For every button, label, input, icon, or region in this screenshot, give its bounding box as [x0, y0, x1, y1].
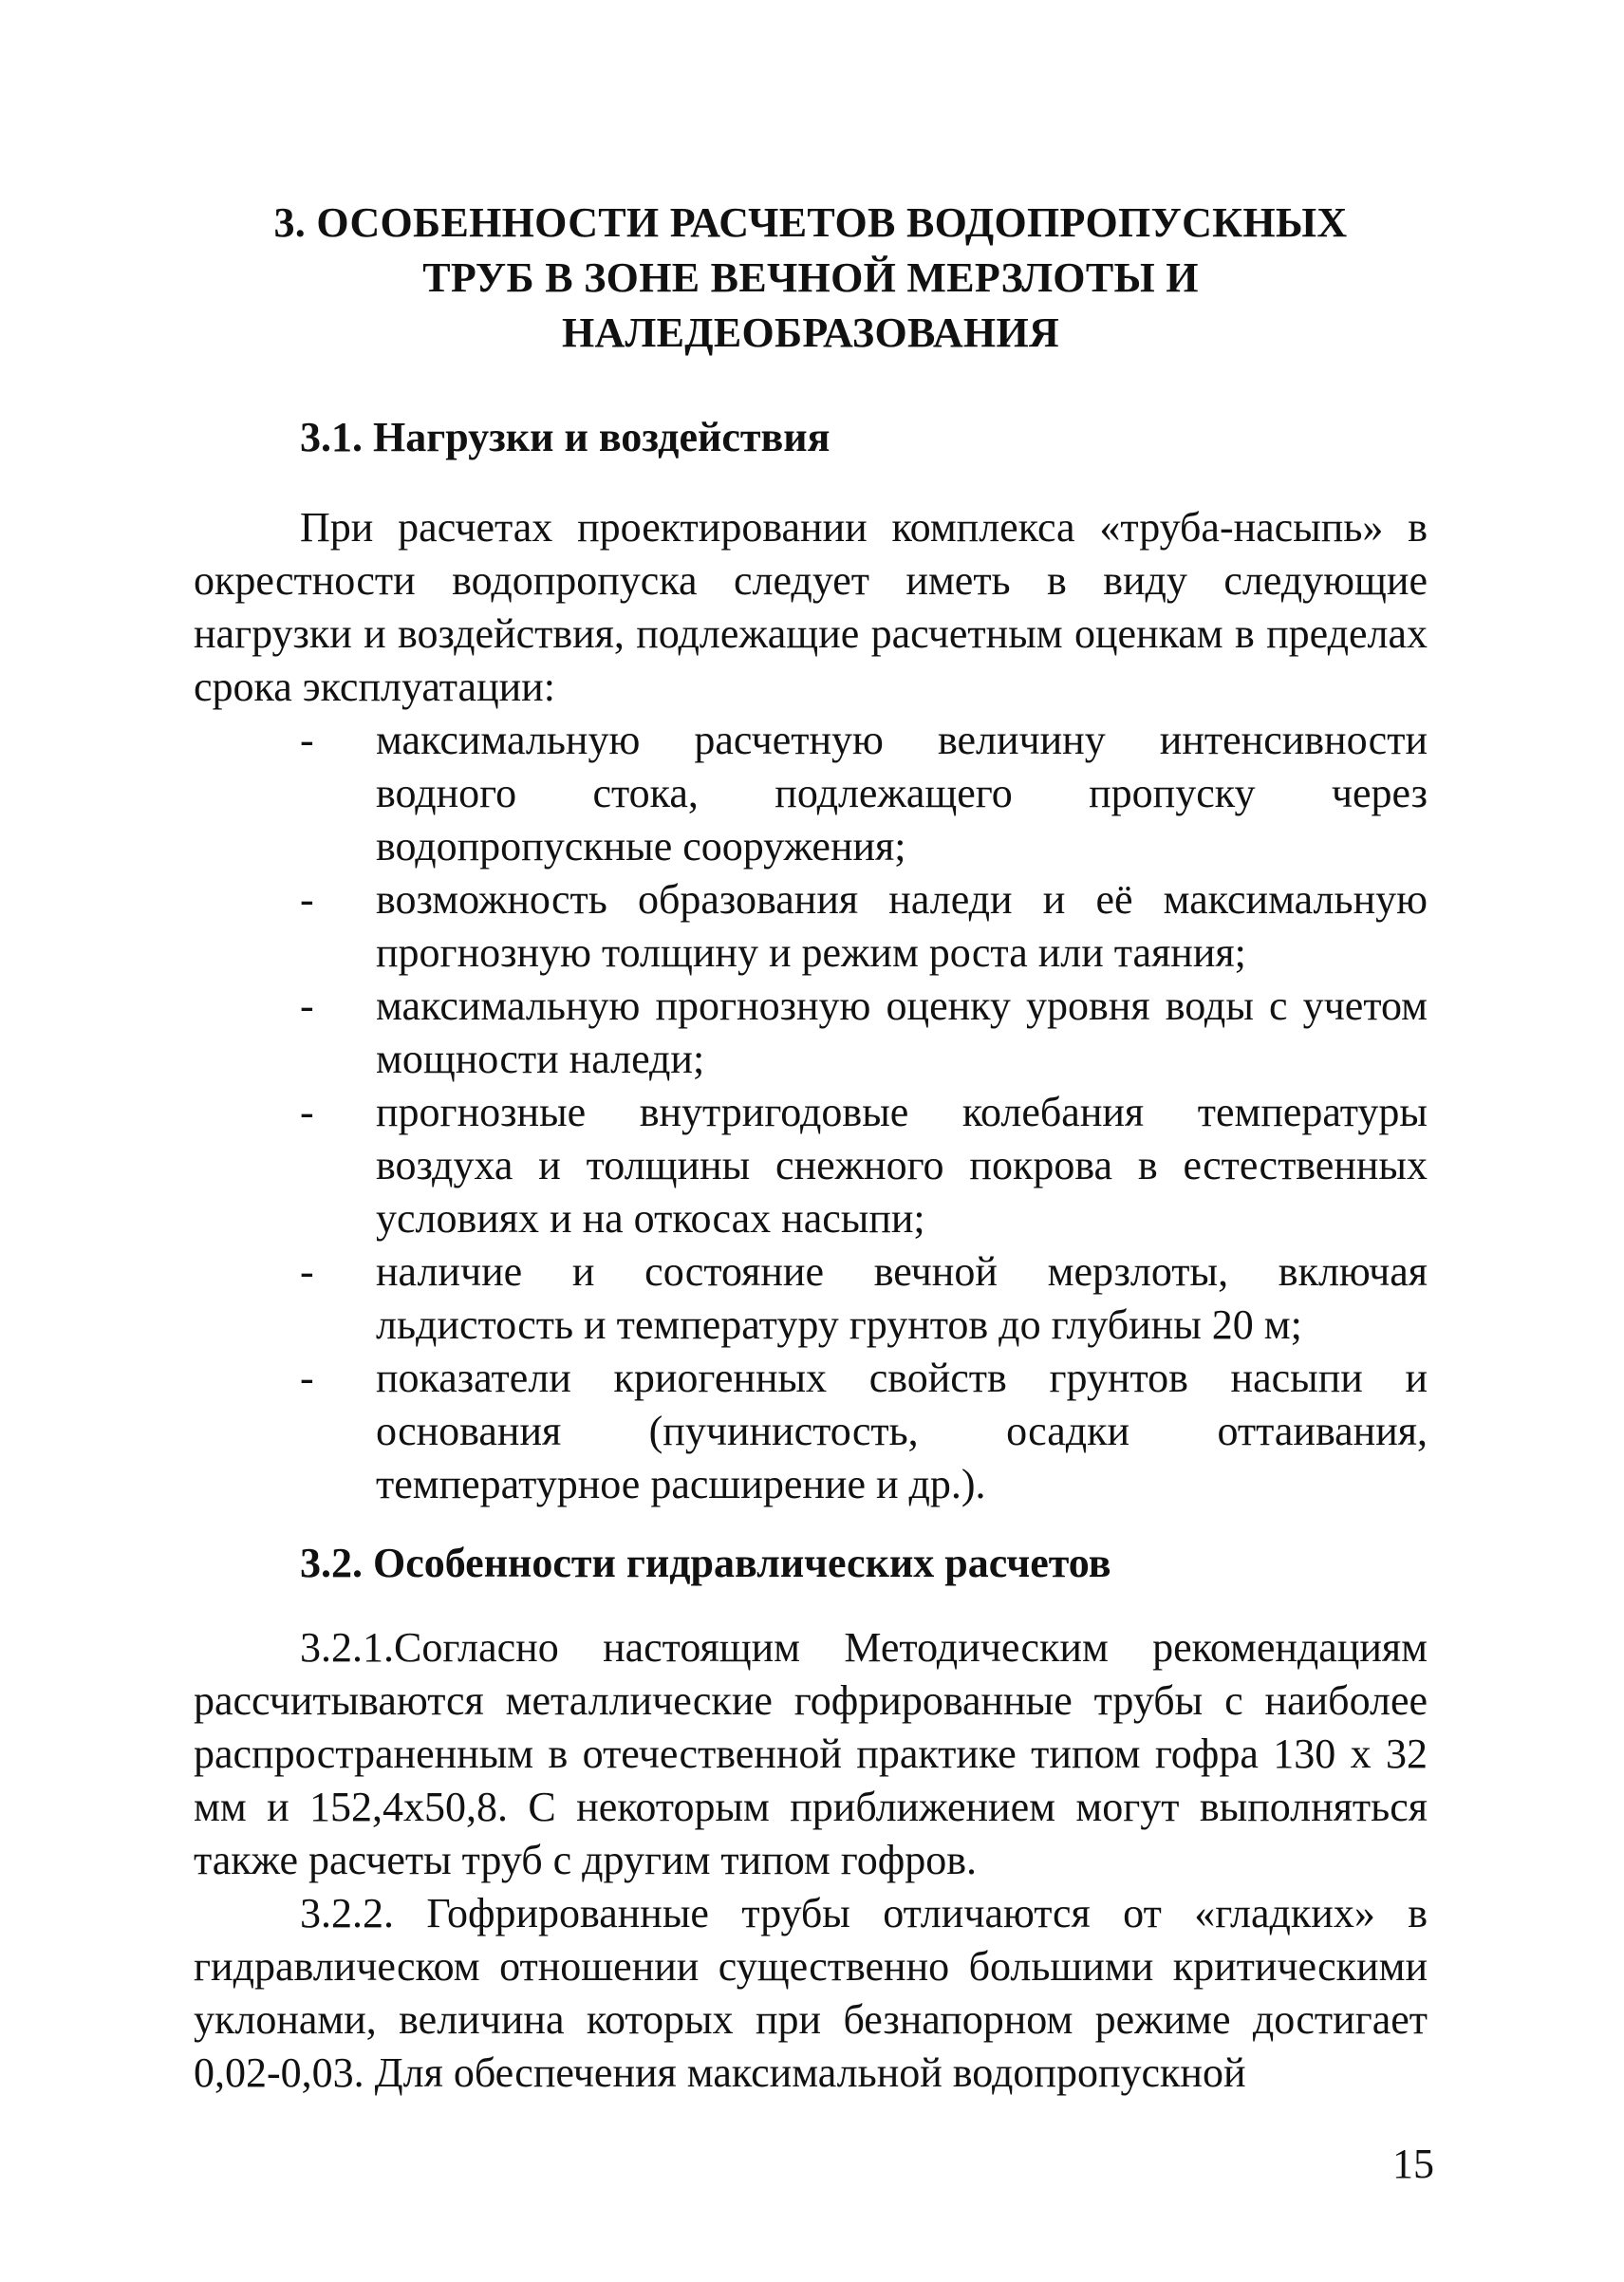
paragraph-3-2-2: 3.2.2. Гофрированные трубы отличаются от «гладких» в гидравлическом отношении существенно большими критическими уклонами, величина которых при безнапорном режиме достигает 0,02-0,03. Для обеспечения максимальной водопропускной — [194, 1890, 1428, 2096]
list-item-text: показатели криогенных свойств грунтов насыпи и основания (пучинистость, осадки оттаивания, температурное расширение и др.). — [376, 1355, 1428, 1507]
list-item-text: наличие и состояние вечной мерзлоты, включая льдистость и температуру грунтов до глубины 20 м; — [376, 1248, 1428, 1348]
section-heading-3-2: 3.2. Особенности гидравлических расчетов — [300, 1540, 1111, 1586]
page-number: 15 — [1392, 2141, 1434, 2187]
list-dash: - — [300, 1089, 314, 1135]
list-dash: - — [300, 1355, 314, 1401]
list-item-text: максимальную прогнозную оценку уровня воды с учетом мощности наледи; — [376, 982, 1428, 1082]
section-heading-3-1: 3.1. Нагрузки и воздействия — [300, 414, 831, 460]
list-dash: - — [300, 876, 314, 923]
list-item-text: прогнозные внутригодовые колебания температуры воздуха и толщины снежного покрова в естественных условиях и на откосах насыпи; — [376, 1089, 1428, 1242]
list-item — [194, 1086, 1428, 1245]
section-3-1-intro-paragraph: При расчетах проектировании комплекса «труба-насыпь» в окрестности водопропуска следует иметь в виду следующие нагрузки и воздействия, подлежащие расчетным оценкам в пределах срока эксплуатации: — [194, 504, 1428, 710]
list-item — [194, 873, 1428, 980]
list-item — [194, 714, 1428, 873]
chapter-title-line: ТРУБ В ЗОНЕ ВЕЧНОЙ МЕРЗЛОТЫ И — [422, 254, 1199, 301]
list-item — [194, 1352, 1428, 1511]
list-dash: - — [300, 1248, 314, 1295]
chapter-title — [194, 196, 1428, 361]
chapter-title-line: НАЛЕДЕОБРАЗОВАНИЯ — [561, 309, 1060, 356]
list-item-text: возможность образования наледи и её максимальную прогнозную толщину и режим роста или таяния; — [376, 876, 1428, 976]
chapter-title-line: 3. ОСОБЕННОСТИ РАСЧЕТОВ ВОДОПРОПУСКНЫХ — [273, 199, 1348, 246]
list-item — [194, 980, 1428, 1086]
list-item — [194, 1245, 1428, 1352]
list-dash: - — [300, 982, 314, 1029]
paragraph-3-2-1: 3.2.1.Согласно настоящим Методическим рекомендациям рассчитываются металлические гофрированные трубы с наиболее распространенным в отечественной практике типом гофра 130 х 32 мм и 152,4х50,8. С некоторым приближением могут выполняться также расчеты труб с другим типом гофров. — [194, 1624, 1428, 1883]
text-column — [194, 196, 1428, 2100]
loads-list — [194, 714, 1428, 1511]
list-dash: - — [300, 717, 314, 763]
list-item-text: максимальную расчетную величину интенсивности водного стока, подлежащего пропуску через водопропускные сооружения; — [376, 717, 1428, 870]
